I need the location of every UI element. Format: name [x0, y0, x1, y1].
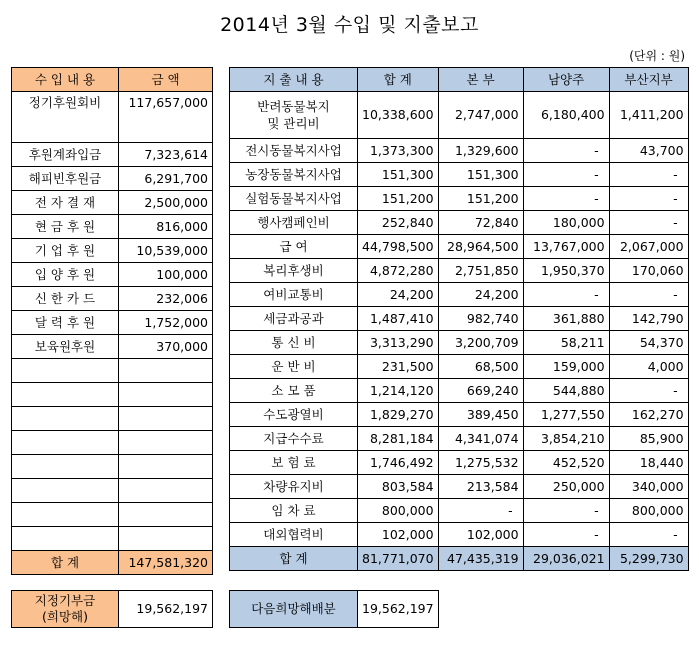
expense-busan-cell: - — [609, 187, 688, 211]
income-header-content: 수 입 내 용 — [12, 68, 119, 92]
expense-label-cell: 전시동물복지사업 — [230, 139, 358, 163]
income-row — [12, 383, 213, 407]
income-amount-cell: 10,539,000 — [119, 239, 213, 263]
income-amount-cell — [119, 407, 213, 431]
expense-hq-cell: 28,964,500 — [438, 235, 523, 259]
expense-hq-cell: 2,747,000 — [438, 92, 523, 139]
expense-namyangju-cell: 452,520 — [523, 451, 609, 475]
expense-hq-cell: 151,200 — [438, 187, 523, 211]
expense-row — [230, 379, 689, 403]
income-amount-cell: 1,752,000 — [119, 311, 213, 335]
expense-busan-cell: 800,000 — [609, 499, 688, 523]
expense-busan-cell: 162,270 — [609, 403, 688, 427]
income-label-cell — [12, 359, 119, 383]
expense-total-cell: 1,829,270 — [358, 403, 439, 427]
expense-total-cell: 3,313,290 — [358, 331, 439, 355]
expense-total-cell: 800,000 — [358, 499, 439, 523]
next-amount: 19,562,197 — [358, 591, 439, 628]
expense-label-cell: 대외협력비 — [230, 523, 358, 547]
expense-hq-cell: 24,200 — [438, 283, 523, 307]
income-label-cell — [12, 479, 119, 503]
expense-busan-cell: 4,000 — [609, 355, 688, 379]
expense-busan-cell: 2,067,000 — [609, 235, 688, 259]
expense-total-label: 합 계 — [230, 547, 358, 571]
income-amount-cell: 7,323,614 — [119, 143, 213, 167]
income-row — [12, 359, 213, 383]
expense-busan-cell: 1,411,200 — [609, 92, 688, 139]
page-title: 2014년 3월 수입 및 지출보고 — [220, 14, 479, 36]
expense-namyangju-cell: - — [523, 283, 609, 307]
expense-row — [230, 307, 689, 331]
income-total-row — [12, 551, 213, 575]
income-label-cell: 전 자 결 재 — [12, 191, 119, 215]
income-label-cell — [12, 383, 119, 407]
expense-busan-cell: 85,900 — [609, 427, 688, 451]
income-label-cell: 입 양 후 원 — [12, 263, 119, 287]
expense-namyangju-cell: 3,854,210 — [523, 427, 609, 451]
next-row — [230, 591, 439, 628]
expense-total-row — [230, 547, 689, 571]
expense-sum-busan: 5,299,730 — [609, 547, 688, 571]
expense-total-cell: 803,584 — [358, 475, 439, 499]
expense-namyangju-cell: 250,000 — [523, 475, 609, 499]
expense-namyangju-cell: - — [523, 499, 609, 523]
income-label-cell — [12, 527, 119, 551]
expense-total-cell: 151,200 — [358, 187, 439, 211]
next-table — [229, 590, 439, 628]
expense-label-cell: 임 차 료 — [230, 499, 358, 523]
expense-namyangju-cell: 13,767,000 — [523, 235, 609, 259]
expense-total-cell: 1,373,300 — [358, 139, 439, 163]
income-amount-cell — [119, 383, 213, 407]
expense-header-row — [230, 68, 689, 92]
expense-total-cell: 1,487,410 — [358, 307, 439, 331]
income-header-amount: 금 액 — [119, 68, 213, 92]
expense-total-cell: 151,300 — [358, 163, 439, 187]
expense-row — [230, 355, 689, 379]
expense-namyangju-cell: - — [523, 523, 609, 547]
expense-row — [230, 283, 689, 307]
income-label-cell: 보육원후원 — [12, 335, 119, 359]
expense-busan-cell: - — [609, 379, 688, 403]
expense-namyangju-cell: 544,880 — [523, 379, 609, 403]
expense-total-cell: 231,500 — [358, 355, 439, 379]
expense-namyangju-cell: 58,211 — [523, 331, 609, 355]
expense-label-cell: 지급수수료 — [230, 427, 358, 451]
expense-hq-cell: 213,584 — [438, 475, 523, 499]
expense-sum-total: 81,771,070 — [358, 547, 439, 571]
expense-sum-nyj: 29,036,021 — [523, 547, 609, 571]
expense-namyangju-cell: 159,000 — [523, 355, 609, 379]
income-amount-cell: 370,000 — [119, 335, 213, 359]
income-amount-cell — [119, 479, 213, 503]
expense-label-cell: 차량유지비 — [230, 475, 358, 499]
expense-label-cell: 수도광열비 — [230, 403, 358, 427]
expense-hq-cell: 151,300 — [438, 163, 523, 187]
expense-hq-cell: 72,840 — [438, 211, 523, 235]
expense-row — [230, 235, 689, 259]
expense-label-cell: 통 신 비 — [230, 331, 358, 355]
expense-row — [230, 475, 689, 499]
income-total-label: 합 계 — [12, 551, 119, 575]
income-amount-cell: 232,006 — [119, 287, 213, 311]
income-table — [11, 67, 213, 575]
expense-row — [230, 259, 689, 283]
income-amount-cell — [119, 527, 213, 551]
income-row — [12, 431, 213, 455]
income-row — [12, 92, 213, 143]
income-row — [12, 167, 213, 191]
expense-total-cell: 4,872,280 — [358, 259, 439, 283]
income-label-cell — [12, 431, 119, 455]
expense-total-cell: 102,000 — [358, 523, 439, 547]
expense-row — [230, 92, 689, 139]
income-label-cell: 신 한 카 드 — [12, 287, 119, 311]
expense-row — [230, 523, 689, 547]
expense-label-cell: 보 험 료 — [230, 451, 358, 475]
income-label-cell: 달 력 후 원 — [12, 311, 119, 335]
income-amount-cell — [119, 503, 213, 527]
expense-hq-cell: 1,275,532 — [438, 451, 523, 475]
expense-hq-cell: 389,450 — [438, 403, 523, 427]
expense-header-content: 지 출 내 용 — [230, 68, 358, 92]
expense-header-namyangju: 남양주 — [523, 68, 609, 92]
expense-row — [230, 427, 689, 451]
expense-header-busan: 부산지부 — [609, 68, 688, 92]
expense-label-cell: 급 여 — [230, 235, 358, 259]
income-row — [12, 287, 213, 311]
income-amount-cell: 100,000 — [119, 263, 213, 287]
expense-label-cell: 여비교통비 — [230, 283, 358, 307]
expense-hq-cell: 982,740 — [438, 307, 523, 331]
income-amount-cell: 816,000 — [119, 215, 213, 239]
expense-namyangju-cell: 180,000 — [523, 211, 609, 235]
expense-namyangju-cell: 6,180,400 — [523, 92, 609, 139]
income-amount-cell: 117,657,000 — [119, 92, 213, 143]
income-row — [12, 311, 213, 335]
expense-sum-hq: 47,435,319 — [438, 547, 523, 571]
expense-row — [230, 499, 689, 523]
expense-label-cell: 농장동물복지사업 — [230, 163, 358, 187]
income-row — [12, 335, 213, 359]
income-label-cell: 후원계좌입금 — [12, 143, 119, 167]
expense-busan-cell: - — [609, 211, 688, 235]
income-label-cell: 기 업 후 원 — [12, 239, 119, 263]
expense-hq-cell: 2,751,850 — [438, 259, 523, 283]
income-row — [12, 503, 213, 527]
income-label-cell: 정기후원회비 — [12, 92, 119, 143]
expense-busan-cell: 340,000 — [609, 475, 688, 499]
expense-row — [230, 403, 689, 427]
expense-total-cell: 24,200 — [358, 283, 439, 307]
expense-hq-cell: 4,341,074 — [438, 427, 523, 451]
next-label: 다음희망해배분 — [230, 591, 358, 628]
expense-header-hq: 본 부 — [438, 68, 523, 92]
expense-label-cell: 소 모 품 — [230, 379, 358, 403]
expense-row — [230, 187, 689, 211]
designated-label — [12, 591, 119, 628]
expense-table — [229, 67, 689, 571]
income-label-cell: 현 금 후 원 — [12, 215, 119, 239]
income-amount-cell — [119, 359, 213, 383]
expense-namyangju-cell: 361,880 — [523, 307, 609, 331]
unit-label: (단위 : 원) — [629, 49, 685, 63]
expense-namyangju-cell: - — [523, 139, 609, 163]
income-row — [12, 455, 213, 479]
expense-namyangju-cell: - — [523, 163, 609, 187]
expense-row — [230, 331, 689, 355]
income-row — [12, 239, 213, 263]
income-label-cell: 해피빈후원금 — [12, 167, 119, 191]
expense-label-cell: 실험동물복지사업 — [230, 187, 358, 211]
expense-label-cell: 반려동물복지 및 관리비 — [230, 92, 358, 139]
income-row — [12, 263, 213, 287]
expense-hq-cell: 1,329,600 — [438, 139, 523, 163]
income-amount-cell — [119, 431, 213, 455]
expense-hq-cell: 68,500 — [438, 355, 523, 379]
expense-label-cell: 복리후생비 — [230, 259, 358, 283]
expense-busan-cell: - — [609, 163, 688, 187]
expense-hq-cell: - — [438, 499, 523, 523]
expense-busan-cell: 54,370 — [609, 331, 688, 355]
income-row — [12, 143, 213, 167]
income-label-cell — [12, 407, 119, 431]
expense-total-cell: 1,746,492 — [358, 451, 439, 475]
income-amount-cell: 2,500,000 — [119, 191, 213, 215]
expense-row — [230, 451, 689, 475]
expense-busan-cell: 170,060 — [609, 259, 688, 283]
expense-hq-cell: 3,200,709 — [438, 331, 523, 355]
expense-busan-cell: 18,440 — [609, 451, 688, 475]
income-amount-cell — [119, 455, 213, 479]
income-row — [12, 527, 213, 551]
expense-row — [230, 139, 689, 163]
expense-total-cell: 252,840 — [358, 211, 439, 235]
expense-total-cell: 44,798,500 — [358, 235, 439, 259]
expense-label-cell: 행사캠페인비 — [230, 211, 358, 235]
expense-label-cell: 세금과공과 — [230, 307, 358, 331]
expense-row — [230, 163, 689, 187]
expense-hq-cell: 102,000 — [438, 523, 523, 547]
income-row — [12, 215, 213, 239]
designated-label-line2: (희망해) — [42, 609, 88, 624]
expense-namyangju-cell: - — [523, 187, 609, 211]
expense-busan-cell: - — [609, 283, 688, 307]
expense-namyangju-cell: 1,277,550 — [523, 403, 609, 427]
expense-hq-cell: 669,240 — [438, 379, 523, 403]
designated-label-line1: 지정기부금 — [34, 593, 96, 608]
designated-table — [11, 590, 213, 628]
expense-total-cell: 1,214,120 — [358, 379, 439, 403]
expense-total-cell: 10,338,600 — [358, 92, 439, 139]
expense-busan-cell: 43,700 — [609, 139, 688, 163]
income-row — [12, 479, 213, 503]
income-total-amount: 147,581,320 — [119, 551, 213, 575]
income-label-cell — [12, 455, 119, 479]
income-row — [12, 407, 213, 431]
income-row — [12, 191, 213, 215]
income-amount-cell: 6,291,700 — [119, 167, 213, 191]
expense-row — [230, 211, 689, 235]
expense-label-cell: 운 반 비 — [230, 355, 358, 379]
expense-busan-cell: 142,790 — [609, 307, 688, 331]
income-header-row — [12, 68, 213, 92]
expense-busan-cell: - — [609, 523, 688, 547]
expense-total-cell: 8,281,184 — [358, 427, 439, 451]
designated-row — [12, 591, 213, 628]
expense-namyangju-cell: 1,950,370 — [523, 259, 609, 283]
designated-amount: 19,562,197 — [119, 591, 213, 628]
income-label-cell — [12, 503, 119, 527]
expense-header-total: 합 계 — [358, 68, 439, 92]
